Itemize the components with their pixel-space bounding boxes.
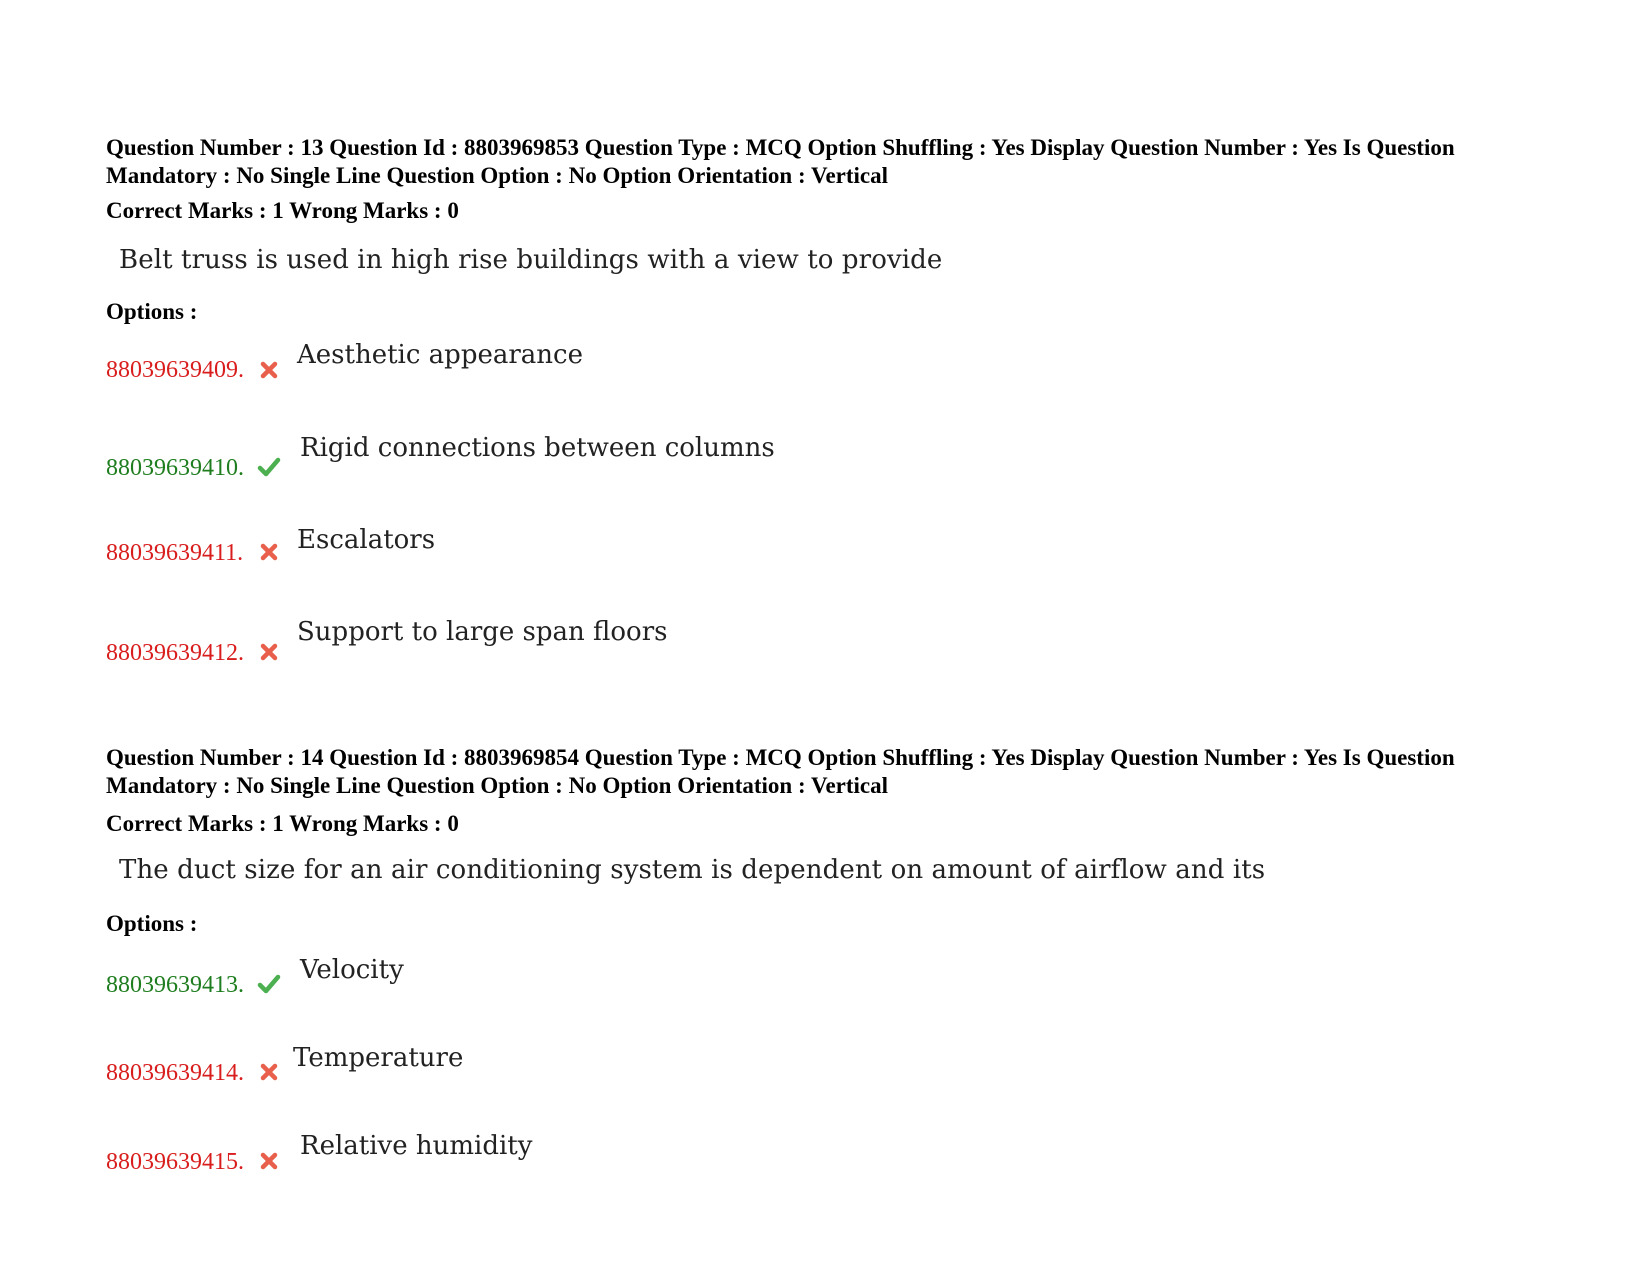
- option-id: 88039639411.: [106, 540, 244, 566]
- option-id: 88039639409.: [106, 357, 244, 383]
- question-marks: Correct Marks : 1 Wrong Marks : 0: [106, 811, 459, 836]
- option-text: Aesthetic appearance: [297, 340, 583, 370]
- question-text: Belt truss is used in high rise buildings with a view to provide: [119, 245, 943, 275]
- question-text: The duct size for an air conditioning system is dependent on amount of airflow and its: [119, 855, 1266, 885]
- option-text: Relative humidity: [300, 1131, 533, 1161]
- cross-icon: [259, 360, 279, 380]
- option-text: Support to large span floors: [297, 617, 668, 647]
- option-id: 88039639410.: [106, 455, 244, 481]
- option-id: 88039639412.: [106, 640, 244, 666]
- cross-icon: [259, 1062, 279, 1082]
- question-meta: Question Number : 13 Question Id : 8803969853 Question Type : MCQ Option Shuffling : Yes Display Question Number : Yes Is Question Mandatory : No Single Line Question Option : No Option Orientation : Vertical: [106, 135, 1455, 188]
- option-id: 88039639415.: [106, 1149, 244, 1175]
- check-icon: [257, 456, 281, 478]
- question-marks: Correct Marks : 1 Wrong Marks : 0: [106, 198, 459, 223]
- options-label: Options :: [106, 911, 198, 936]
- check-icon: [257, 973, 281, 995]
- option-text: Velocity: [300, 955, 404, 985]
- option-text: Temperature: [293, 1043, 464, 1073]
- option-text: Rigid connections between columns: [300, 433, 775, 463]
- option-id: 88039639413.: [106, 972, 244, 998]
- option-id: 88039639414.: [106, 1060, 244, 1086]
- cross-icon: [259, 542, 279, 562]
- cross-icon: [259, 642, 279, 662]
- cross-icon: [259, 1151, 279, 1171]
- option-text: Escalators: [297, 525, 436, 555]
- options-label: Options :: [106, 299, 198, 324]
- question-meta: Question Number : 14 Question Id : 8803969854 Question Type : MCQ Option Shuffling : Yes Display Question Number : Yes Is Question Mandatory : No Single Line Question Option : No Option Orientation : Vertical: [106, 745, 1455, 798]
